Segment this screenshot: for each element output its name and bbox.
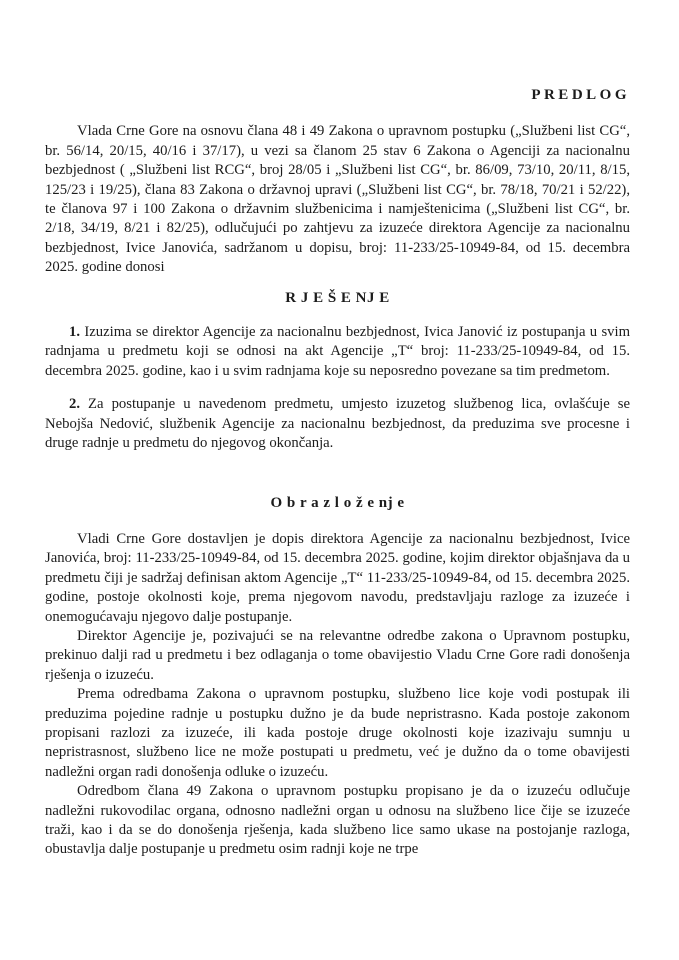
item-2-text: Za postupanje u navedenom predmetu, umjesto izuzetog službenog lica, ovlašćuje se Nebojša Nedović, službenik Agencije za nacionalnu bezbjednost, da preduzima sve procesne i druge radnje u predmetu do njegovog okončanja. (45, 396, 630, 452)
resolution-item-2 (45, 395, 630, 453)
item-2-number: 2. (69, 396, 81, 413)
item-1-text: Izuzima se direktor Agencije za nacionalnu bezbjednost, Ivica Janović iz postupanja u svim radnjama u predmetu koji se odnosi na akt Agencije „T“ broj: 11-233/25-10949-84, od 15. decembra 2025. godine, kao i u svim radnjama koje su neposredno povezane sa tim predmetom. (45, 324, 631, 379)
explanation-paragraph-3: Prema odredbama Zakona o upravnom postupku, službeno lice koje vodi postupak ili preduzima pojedine radnje u postupku dužno je da bude nepristrasno. Kada postoje zakonom propisani razlozi za izuzeće, ili kada postoje druge okolnosti koje izazivaju sumnju u nepristrasnost, službeno lice ne može postupati u predmetu, već je dužno da o tome obavijesti nadležni organ radi donošenja odluke o izuzeću. (45, 686, 630, 780)
explanation-paragraph-1: Vladi Crne Gore dostavljen je dopis direktora Agencije za nacionalnu bezbjednost, Ivice Janovića, broj: 11-233/25-10949-84, od 15. decembra 2025. godine, kojim direktor objašnjava da u predmetu čiji je sadržaj definisan aktom Agencije „T“ 11-233/25-10949-84, od 15. decembra 2025. godine, postoje okolnosti koje, prema njegovom navodu, predstavljaju razloge za izuzeće i onemogućavaju njegovo dalje postupanje. (45, 530, 630, 625)
intro-paragraph: Vlada Crne Gore na osnovu člana 48 i 49 Zakona o upravnom postupku („Službeni list CG“, br. 56/14, 20/15, 40/16 i 37/17), u vezi sa članom 25 stav 6 Zakona o Agenciji za nacionalnu bezbjednost ( „Službeni list RCG“, broj 28/05 i „Službeni list CG“, br. 86/09, 73/10, 20/11, 8/15, 125/23 i 19/25), člana 83 Zakona o državnoj upravi („Službeni list CG“, br. 78/18, 70/21 i 52/22), te članova 97 i 100 Zakona o državnim službenicima i namještenicima („Službeni list CG“, br. 2/18, 34/19, 8/21 i 82/25), odlučujući po zahtjevu za izuzeće direktora Agencije za nacionalnu bezbjednost, Ivice Janovića, sadržanom u dopisu, broj: 11-233/25-10949-84, od 15. decembra 2025. godine donosi (45, 123, 630, 276)
item-1-number: 1. (69, 324, 81, 341)
explanation-section (45, 530, 630, 860)
resolution-heading: R J E Š E NJ E (285, 289, 390, 306)
document-tag-predlog: PREDLOG (531, 87, 630, 103)
explanation-heading: O b r a z l o ž e nj e (270, 494, 405, 511)
explanation-paragraph-2: Direktor Agencije je, pozivajući se na relevantne odredbe zakona o Upravnom postupku, prekinuo dalji rad u predmetu i bez odlaganja o tome obavijestio Vladu Crne Gore radi donošenja rješenja o izuzeću. (45, 627, 630, 683)
explanation-paragraph-4: Odredbom člana 49 Zakona o upravnom postupku propisano je da o izuzeću odlučuje nadležni rukovodilac organa, odnosno nadležni organ u odnosu na službeno lice čije se izuzeće traži, kao i da se do donošenja rješenja, kada službeno lice samo ukase na postojanje razloga, obustavlja dalje postupanje u predmetu osim radnji koje ne trpe (45, 783, 630, 858)
resolution-item-1 (45, 323, 630, 381)
